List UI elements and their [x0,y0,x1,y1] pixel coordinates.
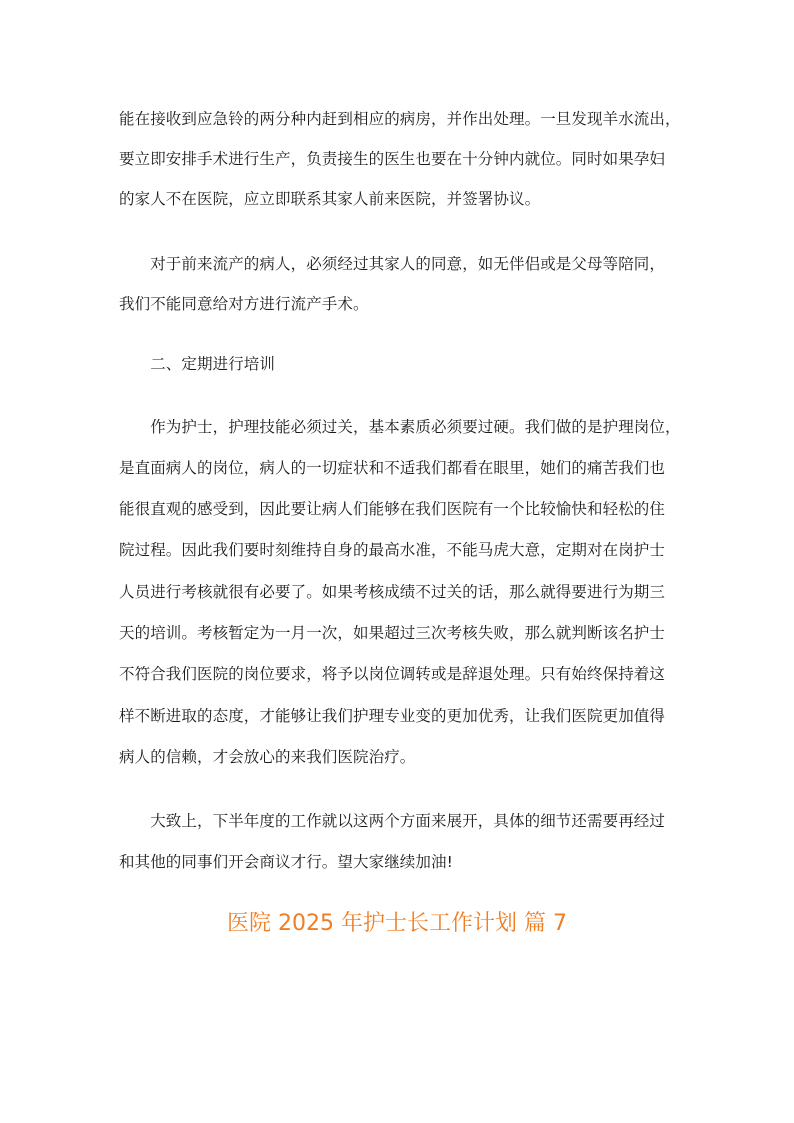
paragraph-3-line-8: 样不断进取的态度，才能够让我们护理专业变的更加优秀，让我们医院更加值得 [119,707,666,725]
paragraph-3-line-5: 人员进行考核就很有必要了。如果考核成绩不过关的话，那么就得要进行为期三 [119,583,666,601]
paragraph-4-line-1: 大致上，下半年度的工作就以这两个方面来展开，具体的细节还需要再经过 [119,812,666,830]
paragraph-3-line-7: 不符合我们医院的岗位要求，将予以岗位调转或是辞退处理。只有始终保持着这 [119,665,666,683]
paragraph-2-line-2: 我们不能同意给对方进行流产手术。 [119,295,369,313]
paragraph-3-line-9: 病人的信赖，才会放心的来我们医院治疗。 [119,748,416,766]
paragraph-3-line-2: 是直面病人的岗位，病人的一切症状和不适我们都看在眼里，她们的痛苦我们也 [119,459,666,477]
section-heading-training: 二、定期进行培训 [119,355,276,373]
paragraph-3-line-1: 作为护士，护理技能必须过关，基本素质必须要过硬。我们做的是护理岗位， [119,418,681,436]
paragraph-3-line-6: 天的培训。考核暂定为一月一次，如果超过三次考核失败，那么就判断该名护士 [119,624,666,642]
paragraph-1-line-2: 要立即安排手术进行生产，负责接生的医生也要在十分钟内就位。同时如果孕妇 [119,150,666,168]
paragraph-2-line-1: 对于前来流产的病人，必须经过其家人的同意，如无伴侣或是父母等陪同， [119,255,666,273]
paragraph-1-line-3: 的家人不在医院，应立即联系其家人前来医院，并签署协议。 [119,190,541,208]
section-title: 医院 2025 年护士长工作计划 篇 7 [227,911,567,936]
paragraph-4-line-2: 和其他的同事们开会商议才行。望大家继续加油! [119,853,453,871]
paragraph-3-line-4: 院过程。因此我们要时刻维持自身的最高水准，不能马虎大意，定期对在岗护士 [119,541,666,559]
paragraph-3-line-3: 能很直观的感受到，因此要让病人们能够在我们医院有一个比较愉快和轻松的住 [119,500,666,518]
paragraph-1-line-1: 能在接收到应急铃的两分种内赶到相应的病房，并作出处理。一旦发现羊水流出， [119,110,681,128]
